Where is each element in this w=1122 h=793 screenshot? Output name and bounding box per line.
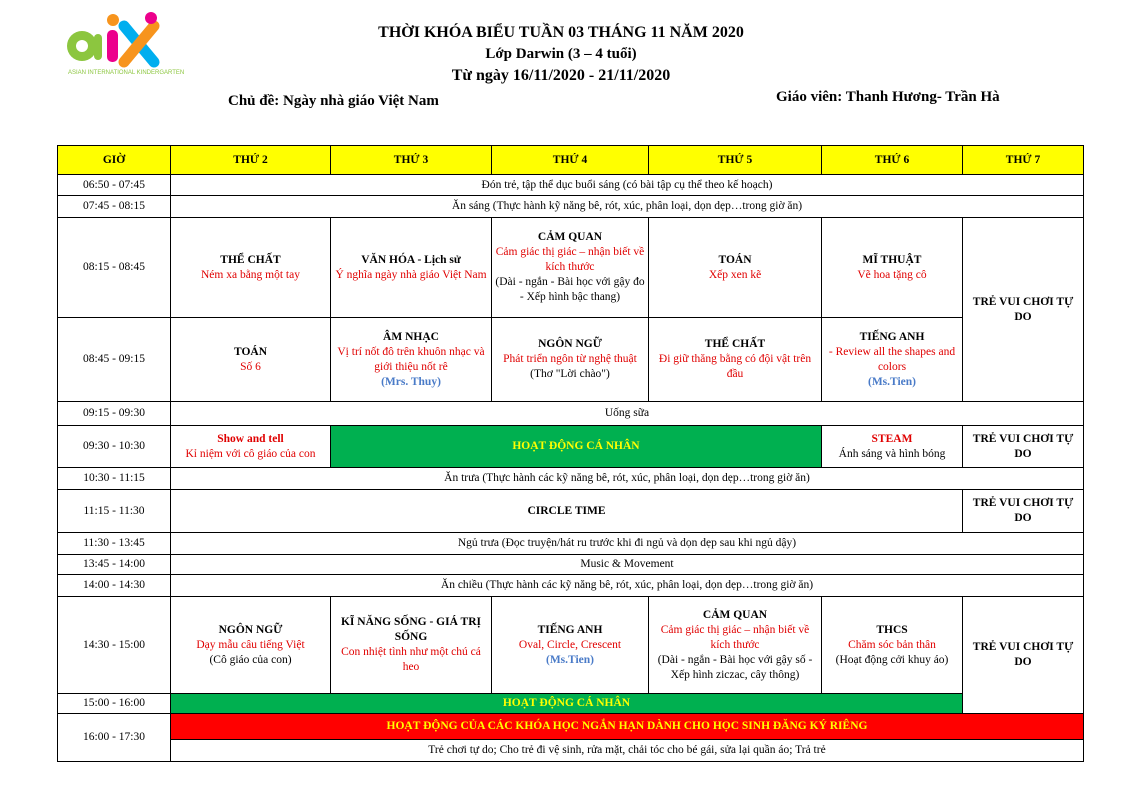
- table-row: [58, 714, 1084, 740]
- subject-title: NGÔN NGỮ: [218, 623, 283, 636]
- activity-cell: [649, 218, 822, 318]
- time-cell: 15:00 - 16:00: [58, 694, 171, 714]
- activity-cell: [331, 597, 492, 694]
- timetable: [57, 145, 1084, 762]
- table-row: [58, 318, 1084, 402]
- subject-title: THỂ CHẤT: [220, 253, 281, 266]
- subject-title: NGÔN NGỮ: [538, 338, 602, 350]
- activity-cell: [492, 218, 649, 318]
- subject-title: STEAM: [871, 432, 913, 445]
- activity-cell: [171, 597, 331, 694]
- short-course-block: HOẠT ĐỘNG CỦA CÁC KHÓA HỌC NGẮN HẠN DÀNH CHO HỌC SINH ĐĂNG KÝ RIÊNG: [171, 714, 1084, 740]
- circle-time-cell: CIRCLE TIME: [171, 490, 963, 533]
- time-cell: 14:30 - 15:00: [58, 597, 171, 694]
- activity-cell: [822, 597, 963, 694]
- activity-cell: [492, 318, 649, 402]
- activity-cell: [331, 318, 492, 402]
- time-cell: 09:15 - 09:30: [58, 402, 171, 426]
- activity-cell: Music & Movement: [171, 555, 1084, 575]
- sat-free-play: TRẺ VUI CHƠI TỰ DO: [963, 426, 1084, 468]
- time-cell: 07:45 - 08:15: [58, 196, 171, 218]
- subject-desc: Oval, Circle, Crescent: [518, 638, 622, 651]
- subject-title: VĂN HÓA - Lịch sử: [361, 253, 461, 266]
- class-name: Lớp Darwin (3 – 4 tuổi): [485, 46, 637, 62]
- table-row: [58, 426, 1084, 468]
- activity-cell: [171, 218, 331, 318]
- subject-extra: (Hoạt động cởi khuy áo): [835, 653, 949, 666]
- subject-title: THCS: [876, 623, 908, 636]
- activity-cell: Ngủ trưa (Đọc truyện/hát ru trước khi đi ngủ và dọn dẹp sau khi ngủ dậy): [171, 533, 1084, 555]
- subject-title: ÂM NHẠC: [383, 330, 439, 343]
- activity-cell: [649, 318, 822, 402]
- time-cell: 14:00 - 14:30: [58, 575, 171, 597]
- teacher: Giáo viên: Thanh Hương- Trần Hà: [776, 89, 1000, 105]
- time-cell: 08:15 - 08:45: [58, 218, 171, 318]
- activity-cell: [171, 426, 331, 468]
- table-row: [58, 694, 1084, 714]
- col-thu: THỨ 5: [649, 146, 822, 175]
- subject-desc: Phát triển ngôn từ nghệ thuật: [503, 353, 637, 365]
- activity-cell: [171, 318, 331, 402]
- time-cell: 09:30 - 10:30: [58, 426, 171, 468]
- time-cell: 11:15 - 11:30: [58, 490, 171, 533]
- subject-title: THỂ CHẤT: [704, 338, 766, 350]
- subject-desc: Cảm giác thị giác – nhận biết về kích thước: [495, 246, 645, 273]
- activity-cell: Ăn chiều (Thực hành các kỹ năng bê, rót, xúc, phân loại, dọn dẹp…trong giờ ăn): [171, 575, 1084, 597]
- table-row: [58, 555, 1084, 575]
- date-range: Từ ngày 16/11/2020 - 21/11/2020: [451, 67, 671, 84]
- time-cell: 10:30 - 11:15: [58, 468, 171, 490]
- subject-desc: Kỉ niệm với cô giáo của con: [185, 447, 316, 460]
- col-time: GIỜ: [58, 146, 171, 175]
- subject-extra: (Thơ "Lời chào"): [530, 368, 610, 380]
- subject-title: KĨ NĂNG SỐNG - GIÁ TRỊ SỐNG: [340, 616, 482, 643]
- subject-desc: Chăm sóc bản thân: [848, 638, 936, 651]
- subject-desc: Ý nghĩa ngày nhà giáo Việt Nam: [335, 268, 487, 281]
- subject-desc: Con nhiệt tình như một chú cá heo: [341, 646, 481, 673]
- table-row: [58, 402, 1084, 426]
- subject-teacher: (Ms.Tien): [545, 653, 595, 666]
- subject-teacher: (Ms.Tien): [867, 375, 917, 388]
- activity-cell: [822, 318, 963, 402]
- activity-cell: [331, 218, 492, 318]
- col-mon: THỨ 2: [171, 146, 331, 175]
- subject-teacher: (Mrs. Thuy): [381, 375, 441, 388]
- table-row: [58, 533, 1084, 555]
- col-tue: THỨ 3: [331, 146, 492, 175]
- activity-cell: Trẻ chơi tự do; Cho trẻ đi vệ sinh, rửa mặt, chải tóc cho bé gái, sửa lại quần áo; Trả trẻ: [171, 740, 1084, 762]
- table-row: [58, 575, 1084, 597]
- subject-title: TOÁN: [233, 345, 268, 358]
- individual-activity-block: HOẠT ĐỘNG CÁ NHÂN: [331, 426, 822, 468]
- page-title: THỜI KHÓA BIỂU TUẦN 03 THÁNG 11 NĂM 2020: [378, 24, 744, 41]
- subject-desc: Cảm giác thị giác – nhận biết về kích thước: [660, 623, 810, 651]
- subject-desc: Vị trí nốt đô trên khuôn nhạc và giới thiệu nốt rê: [337, 345, 485, 373]
- subject-extra: (Dài - ngắn - Bài học với gậy số - Xếp hình ziczac, cây thông): [657, 653, 813, 681]
- subject-desc: Ném xa bằng một tay: [200, 268, 300, 281]
- subject-title: MĨ THUẬT: [862, 253, 922, 266]
- activity-cell: Uống sữa: [171, 402, 1084, 426]
- subject-desc: Vẽ hoa tặng cô: [857, 268, 927, 281]
- activity-cell: [649, 597, 822, 694]
- topic: Chủ đề: Ngày nhà giáo Việt Nam: [228, 93, 439, 109]
- table-row: [58, 218, 1084, 318]
- subject-title: TIẾNG ANH: [537, 623, 603, 636]
- table-row: [58, 490, 1084, 533]
- activity-cell: [822, 218, 963, 318]
- subject-extra: (Dài - ngắn - Bài học với gậy đo - Xếp hình bậc thang): [495, 276, 645, 303]
- sat-free-play: TRẺ VUI CHƠI TỰ DO: [963, 218, 1084, 402]
- subject-desc: - Review all the shapes and colors: [828, 345, 956, 373]
- subject-desc: Ánh sáng và hình bóng: [838, 447, 946, 460]
- subject-desc: Xếp xen kẽ: [708, 268, 762, 281]
- subject-desc: Dạy mẫu câu tiếng Việt: [196, 638, 305, 651]
- sat-free-play: TRẺ VUI CHƠI TỰ DO: [963, 597, 1084, 714]
- table-row: [58, 175, 1084, 196]
- header-row: [58, 146, 1084, 175]
- time-cell: 11:30 - 13:45: [58, 533, 171, 555]
- activity-cell: Đón trẻ, tập thể dục buổi sáng (có bài tập cụ thể theo kế hoạch): [171, 175, 1084, 196]
- col-sat: THỨ 7: [963, 146, 1084, 175]
- logo-text: ASIAN INTERNATIONAL KINDERGARTEN: [68, 70, 185, 76]
- table-row: [58, 740, 1084, 762]
- time-cell: 06:50 - 07:45: [58, 175, 171, 196]
- table-row: [58, 196, 1084, 218]
- subject-title: TOÁN: [718, 253, 752, 266]
- time-cell: 16:00 - 17:30: [58, 714, 171, 762]
- subject-extra: (Cô giáo của con): [209, 653, 292, 666]
- activity-cell: Ăn sáng (Thực hành kỹ năng bê, rót, xúc, phân loại, dọn dẹp…trong giờ ăn): [171, 196, 1084, 218]
- subject-title: CẢM QUAN: [702, 608, 768, 621]
- activity-cell: [492, 597, 649, 694]
- col-fri: THỨ 6: [822, 146, 963, 175]
- individual-activity-block: HOẠT ĐỘNG CÁ NHÂN: [171, 694, 963, 714]
- subject-desc: Đi giữ thăng bằng có đội vật trên đầu: [658, 353, 812, 380]
- subject-title: TIẾNG ANH: [859, 330, 925, 343]
- time-cell: 08:45 - 09:15: [58, 318, 171, 402]
- subject-title: Show and tell: [217, 432, 284, 445]
- time-cell: 13:45 - 14:00: [58, 555, 171, 575]
- table-row: [58, 597, 1084, 694]
- activity-cell: [822, 426, 963, 468]
- subject-desc: Số 6: [240, 360, 261, 373]
- activity-cell: Ăn trưa (Thực hành các kỹ năng bê, rót, xúc, phân loại, dọn dẹp…trong giờ ăn): [171, 468, 1084, 490]
- sat-free-play: TRẺ VUI CHƠI TỰ DO: [963, 490, 1084, 533]
- col-wed: THỨ 4: [492, 146, 649, 175]
- table-row: [58, 468, 1084, 490]
- subject-title: CẢM QUAN: [537, 231, 603, 243]
